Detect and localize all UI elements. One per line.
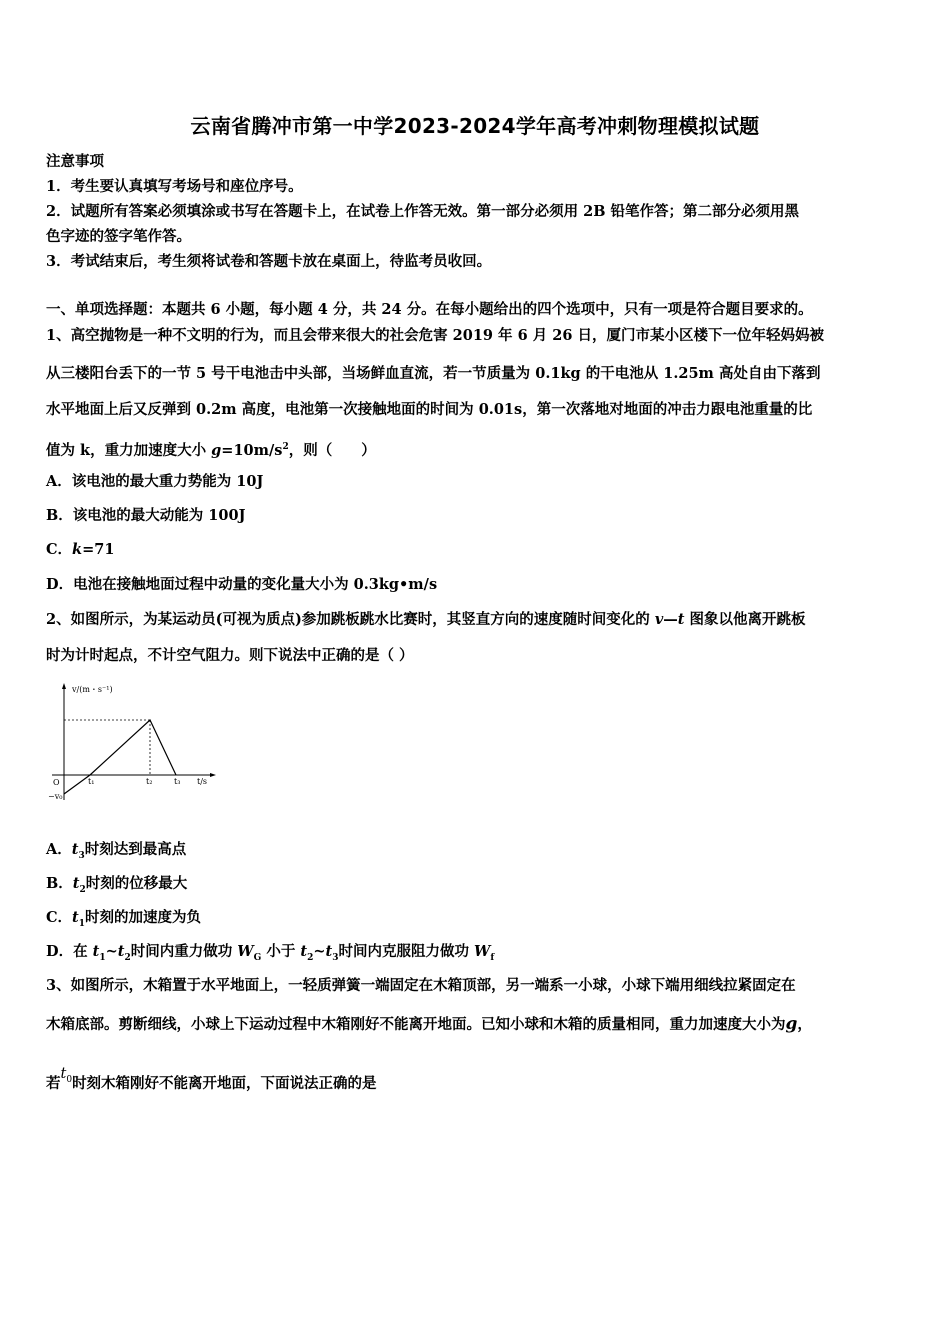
w-symbol: W: [474, 943, 491, 960]
q1-option-a: A．该电池的最大重力势能为 10J: [46, 473, 264, 490]
q1-option-c-value: =71: [82, 541, 115, 558]
q2-option-a: [46, 840, 186, 866]
q1-option-c: [46, 540, 114, 560]
t-symbol: t: [72, 875, 80, 892]
q2-t-symbol: t: [677, 611, 685, 628]
q2-option-text: 时间内重力做功: [130, 943, 238, 960]
subscript: 2: [79, 884, 86, 895]
notice-item: 3．考试结束后，考生须将试卷和答题卡放在桌面上，待监考员收回。: [46, 253, 492, 270]
origin-label: O: [53, 778, 60, 787]
t1-label: t₁: [88, 777, 95, 786]
subscript: G: [253, 952, 262, 963]
t-symbol: t: [60, 1066, 67, 1082]
q3-stem-line: 3、如图所示，木箱置于水平地面上，一轻质弹簧一端固定在木箱顶部，另一端系一小球，小球下端用细线拉紧固定在: [46, 977, 796, 994]
y-axis-label: v/(m・s⁻¹): [72, 685, 113, 694]
q1-g-symbol: g: [211, 441, 222, 459]
q3-text: 木箱底部。剪断细线，小球上下运动过程中木箱刚好不能离开地面。已知小球和木箱的质量相同，重力加速度大小为: [46, 1016, 786, 1033]
q2-dash: —: [663, 611, 678, 628]
t-symbol: t: [71, 841, 79, 858]
q2-text: 2、如图所示，为某运动员(可视为质点)参加跳板跳水比赛时，其竖直方向的速度随时间变化的: [46, 611, 655, 628]
t3-label: t₃: [174, 777, 181, 786]
notice-item: 1．考生要认真填写考场号和座位序号。: [46, 178, 303, 195]
y-axis-arrow: [62, 683, 66, 689]
q1-option-d: D．电池在接触地面过程中动量的变化量大小为 0.3kg•m/s: [46, 576, 438, 593]
notice-item: 色字迹的签字笔作答。: [46, 228, 191, 245]
q2-option-label: A．: [46, 841, 72, 858]
t-symbol: t: [72, 909, 79, 926]
q1-stem-line: 1、高空抛物是一种不文明的行为，而且会带来很大的社会危害 2019 年 6 月 26 日，厦门市某小区楼下一位年轻妈妈被: [46, 327, 824, 344]
q1-text: =10m/s: [221, 441, 283, 459]
q2-option-label: B．: [46, 875, 73, 892]
q1-sup: 2: [282, 442, 289, 452]
q1-text: ，则（ ）: [288, 441, 376, 459]
notice-heading: 注意事项: [46, 153, 104, 170]
q2-option-text: 小于: [261, 943, 301, 960]
q2-stem-line: 时为计时起点，不计空气阻力。则下说法中正确的是（ ）: [46, 647, 414, 664]
q1-k-symbol: k: [72, 541, 83, 558]
q2-text: 图象以他离开跳板: [684, 611, 806, 628]
subscript: 2: [124, 952, 131, 963]
q2-option-label: D．在: [46, 943, 93, 960]
tilde: ~: [313, 943, 326, 960]
velocity-line: [64, 720, 176, 794]
q2-option-b: [46, 874, 187, 900]
q1-option-b: B．该电池的最大动能为 100J: [46, 507, 246, 524]
q2-option-text: 时刻的位移最大: [85, 875, 188, 892]
q2-v-symbol: v: [654, 611, 664, 628]
q2-option-d: [46, 942, 494, 968]
subscript: f: [490, 952, 495, 963]
q2-option-text: 时刻的加速度为负: [85, 909, 202, 926]
q2-option-text: 时间内克服阻力做功: [338, 943, 475, 960]
subscript: 2: [307, 952, 314, 963]
t-symbol: t: [117, 943, 125, 960]
q1-stem-line: 水平地面上后又反弹到 0.2m 高度，电池第一次接触地面的时间为 0.01s，第一次落地对地面的冲击力跟电池重量的比: [46, 401, 813, 418]
t2-label: t₂: [146, 777, 153, 786]
neg-v0-label: −v₀: [48, 792, 63, 801]
q2-option-c: [46, 908, 201, 934]
q1-option-c-label: C．: [46, 541, 73, 558]
x-axis-label: t/s: [197, 777, 208, 786]
q3-text: 若: [46, 1075, 61, 1092]
subscript: 1: [78, 918, 86, 929]
subscript: 3: [332, 952, 339, 963]
q3-g-symbol: g: [785, 1014, 798, 1034]
vt-graph: [44, 680, 219, 810]
t-symbol: t: [325, 943, 333, 960]
q3-text: ，: [797, 1016, 812, 1033]
q3-stem-line: [46, 1014, 812, 1035]
subscript: 0: [66, 1074, 73, 1085]
q3-stem-line: [46, 1066, 377, 1100]
subscript: 3: [78, 850, 85, 861]
q1-stem-line: [46, 437, 376, 461]
q2-stem-line: [46, 610, 806, 630]
tilde: ~: [105, 943, 118, 960]
q1-stem-line: 从三楼阳台丢下的一节 5 号干电池击中头部，当场鲜血直流，若一节质量为 0.1kg 的干电池从 1.25m 高处自由下落到: [46, 365, 821, 382]
section-heading: 一、单项选择题：本题共 6 小题，每小题 4 分，共 24 分。在每小题给出的四个选项中，只有一项是符合题目要求的。: [46, 301, 813, 318]
subscript: 1: [99, 952, 106, 963]
page-title: 云南省腾冲市第一中学2023-2024学年高考冲刺物理模拟试题: [190, 114, 760, 138]
q3-text: 时刻木箱刚好不能离开地面，下面说法正确的是: [72, 1075, 377, 1092]
w-symbol: W: [237, 943, 254, 960]
q1-text: 值为 k，重力加速度大小: [46, 441, 212, 459]
t-symbol: t: [300, 943, 308, 960]
notice-item: 2．试题所有答案必须填涂或书写在答题卡上，在试卷上作答无效。第一部分必须用 2B 铅笔作答；第二部分必须用黑: [46, 203, 800, 220]
x-axis-arrow: [210, 773, 216, 777]
q2-option-label: C．: [46, 909, 73, 926]
t-symbol: t: [92, 943, 100, 960]
q2-option-text: 时刻达到最高点: [84, 841, 187, 858]
